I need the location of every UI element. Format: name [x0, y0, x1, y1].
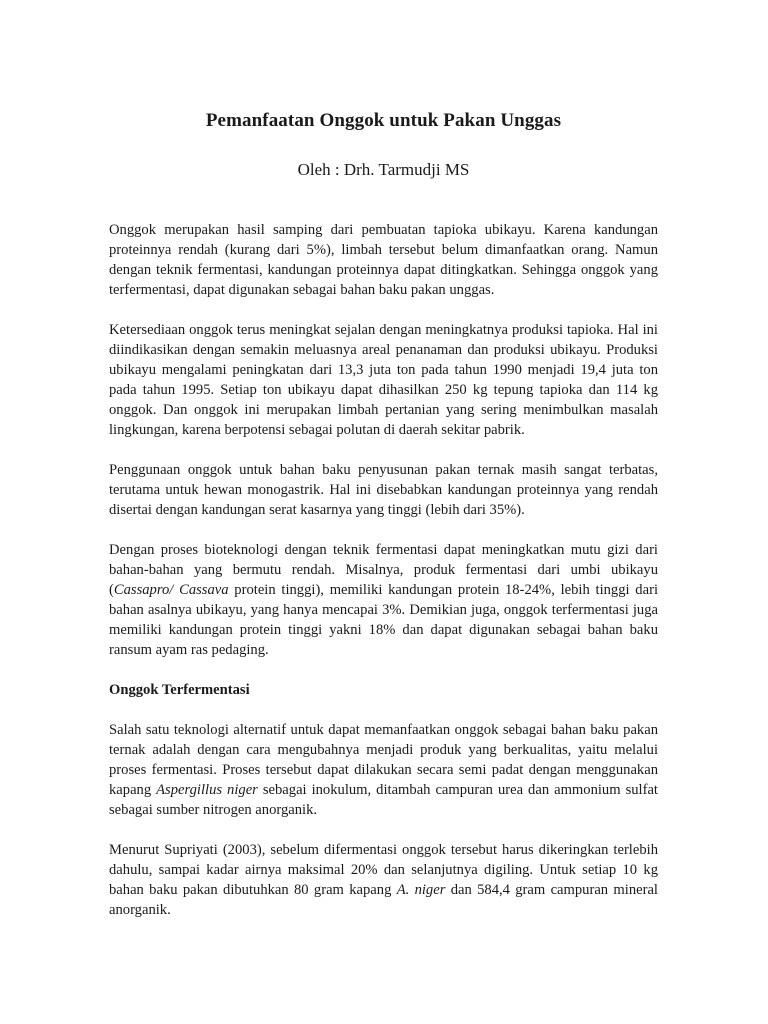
paragraph-fermentation-text-a: Salah satu teknologi alternatif untuk dapat memanfaatkan onggok sebagai bahan baku pakan ternak adalah dengan cara mengubahnya menjadi produk yang berkualitas, yaitu melalui proses fermentasi. Proses tersebut dapat dilakukan secara semi padat dengan menggunakan kapang: [109, 722, 658, 798]
paragraph-biotechnology-italic: Cassapro/ Cassava: [113, 582, 229, 598]
paragraph-fermentation: [109, 720, 658, 820]
paragraph-procedure-italic: A. niger: [396, 882, 446, 898]
paragraph-procedure-text-a: Menurut Supriyati (2003), sebelum difermentasi onggok tersebut harus dikeringkan terlebih dahulu, sampai kadar airnya maksimal 20% dan selanjutnya digiling. Untuk setiap 10 kg bahan baku pakan dibutuhkan 80 gram kapang: [109, 842, 658, 898]
paragraph-procedure-text-b: dan 584,4 gram campuran mineral anorganik.: [109, 882, 658, 918]
paragraph-fermentation-text-b: sebagai inokulum, ditambah campuran urea dan ammonium sulfat sebagai sumber nitrogen anorganik.: [109, 782, 658, 818]
document-author: Oleh : Drh. Tarmudji MS: [297, 160, 470, 179]
paragraph-intro: Onggok merupakan hasil samping dari pembuatan tapioka ubikayu. Karena kandungan proteinnya rendah (kurang dari 5%), limbah tersebut belum dimanfaatkan orang. Namun dengan teknik fermentasi, kandungan proteinnya dapat ditingkatkan. Sehingga onggok yang terfermentasi, dapat digunakan sebagai bahan baku pakan unggas.: [109, 222, 658, 298]
paragraph-availability: Ketersediaan onggok terus meningkat sejalan dengan meningkatnya produksi tapioka. Hal ini diindikasikan dengan semakin meluasnya areal penanaman dan produksi ubikayu. Produksi ubikayu mengalami peningkatan dari 13,3 juta ton pada tahun 1990 menjadi 19,4 juta ton pada tahun 1995. Setiap ton ubikayu dapat dihasilkan 250 kg tepung tapioka dan 114 kg onggok. Dan onggok ini merupakan limbah pertanian yang sering menimbulkan masalah lingkungan, karena berpotensi sebagai polutan di daerah sekitar pabrik.: [109, 322, 658, 438]
paragraph-biotechnology-text-b: protein tinggi), memiliki kandungan protein 18-24%, lebih tinggi dari bahan asalnya ubikayu, yang hanya mencapai 3%. Demikian juga, onggok terfermentasi juga memiliki kandungan protein tinggi yakni 18% dan dapat digunakan sebagai bahan baku ransum ayam ras pedaging.: [109, 582, 658, 658]
paragraph-biotechnology-text-a: Dengan proses bioteknologi dengan teknik fermentasi dapat meningkatkan mutu gizi dari bahan-bahan yang bermutu rendah. Misalnya, produk fermentasi dari umbi ubikayu (: [109, 542, 658, 598]
paragraph-usage: Penggunaan onggok untuk bahan baku penyusunan pakan ternak masih sangat terbatas, terutama untuk hewan monogastrik. Hal ini disebabkan kandungan proteinnya yang rendah disertai dengan kandungan serat kasarnya yang tinggi (lebih dari 35%).: [109, 462, 658, 518]
document-title: Pemanfaatan Onggok untuk Pakan Unggas: [205, 110, 562, 131]
section-heading: Onggok Terfermentasi: [109, 682, 250, 698]
document-body: [109, 220, 658, 940]
paragraph-procedure: [109, 840, 658, 920]
paragraph-biotechnology: [109, 540, 658, 660]
paragraph-fermentation-italic: Aspergillus niger: [156, 782, 258, 798]
